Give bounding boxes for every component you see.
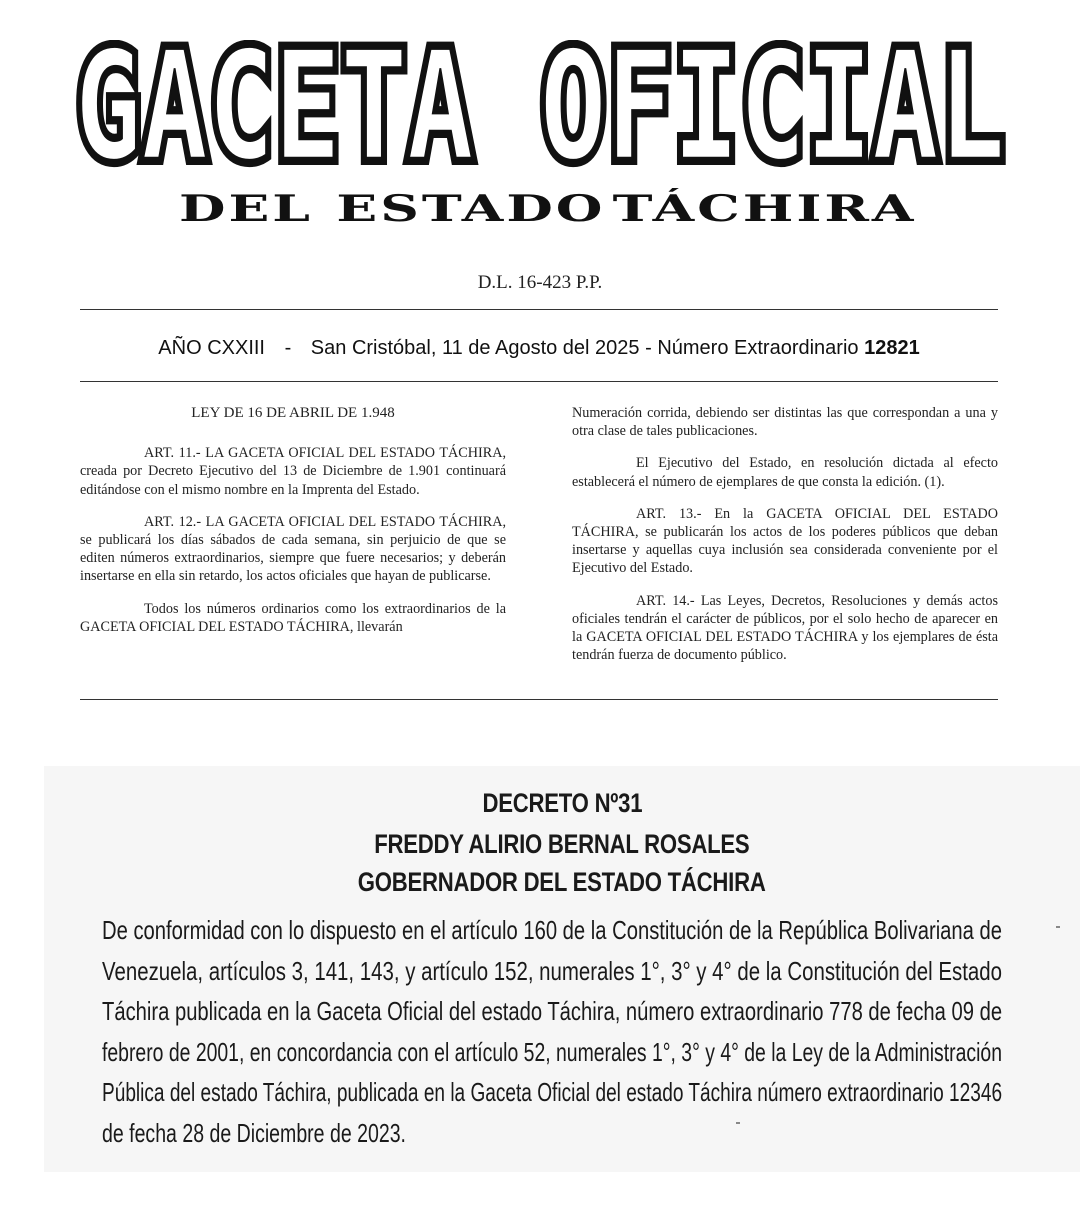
law-column-right xyxy=(572,404,998,678)
subtitle-word-del: DEL xyxy=(179,188,313,230)
law-paragraph: ART. 11.- LA GACETA OFICIAL DEL ESTADO TÁCHIRA, creada por Decreto Ejecutivo del 13 de Diciembre de 1.901 continuará editándose con el mismo nombre en la Imprenta del Estado. xyxy=(80,445,506,498)
decree-body-line: Pública del estado Táchira, publicada en la Gaceta Oficial del estado Táchira número extraordinario 12346 xyxy=(102,1077,1003,1107)
law-paragraph: Numeración corrida, debiendo ser distintas las que correspondan a una y otra clase de tales publicaciones. xyxy=(572,405,998,440)
masthead-title xyxy=(70,40,1010,170)
decree-body-line: Táchira publicada en la Gaceta Oficial del estado Táchira, número extraordinario 778 de fecha 09 de xyxy=(102,996,1003,1026)
law-paragraph: El Ejecutivo del Estado, en resolución dictada al efecto establecerá el número de ejemplares de que consta la edición. (1). xyxy=(572,455,998,490)
decree-body-line: febrero de 2001, en concordancia con el artículo 52, numerales 1°, 3° y 4° de la Ley de la Administración xyxy=(102,1036,1002,1067)
decree-body-line: de fecha 28 de Diciembre de 2023. xyxy=(102,1117,406,1148)
scan-speck xyxy=(736,1122,740,1124)
law-heading: LEY DE 16 DE ABRIL DE 1.948 xyxy=(191,405,395,421)
subtitle-word-tachira: TÁCHIRA xyxy=(612,188,917,230)
law-paragraph: ART. 14.- Las Leyes, Decretos, Resoluciones y demás actos oficiales tendrán el carácter de públicos, por el solo hecho de aparecer en la GACETA OFICIAL DEL ESTADO TÁCHIRA y los ejemplares de ésta tendrán fuerza de documento público. xyxy=(572,592,998,664)
divider-bottom xyxy=(80,699,998,700)
decree-body-line: De conformidad con lo dispuesto en el artículo 160 de la Constitución de la República Bolivariana de xyxy=(102,915,1003,945)
decree-governor-office: GOBERNADOR DEL ESTADO TÁCHIRA xyxy=(358,867,766,897)
decree-scan xyxy=(44,766,1080,1172)
law-paragraph: ART. 13.- En la GACETA OFICIAL DEL ESTADO TÁCHIRA, se publicarán los actos de los poderes públicos que deban insertarse y aquellas cuya inclusión sea considerada conveniente por el Ejecutivo del Estado. xyxy=(572,505,998,577)
issue-place-date: San Cristóbal, 11 de Agosto del 2025 - Número Extraordinario xyxy=(310,337,859,359)
issue-number: 12821 xyxy=(864,337,920,359)
law-paragraph: Todos los números ordinarios como los extraordinarios de la GACETA OFICIAL DEL ESTADO TÁCHIRA, llevarán xyxy=(80,600,506,635)
law-column-left xyxy=(80,404,506,650)
legal-deposit: D.L. 16-423 P.P. xyxy=(477,272,603,293)
divider-top xyxy=(80,309,998,310)
issue-year: AÑO CXXIII xyxy=(158,337,265,359)
masthead-title-inline: GACETA OFICIAL xyxy=(75,40,1005,170)
masthead-subtitle xyxy=(0,188,1080,230)
issue-separator: - xyxy=(284,337,292,359)
subtitle-word-estado: ESTADO xyxy=(335,188,605,230)
law-paragraph: ART. 12.- LA GACETA OFICIAL DEL ESTADO TÁCHIRA, se publicará los días sábados de cada semana, sin perjuicio de que se editen números extraordinarios, siempre que fuere necesarios; y deberán insertarse en ella sin retardo, los actos oficiales que hayan de publicarse. xyxy=(80,513,506,585)
decree-governor-name: FREDDY ALIRIO BERNAL ROSALES xyxy=(374,829,750,859)
masthead-title-text: GACETA OFICIAL xyxy=(75,40,1005,170)
decree-body xyxy=(102,910,1002,1153)
decree-body-line: Venezuela, artículos 3, 141, 143, y artículo 152, numerales 1°, 3° y 4° de la Constitución del Estado xyxy=(102,955,1002,986)
decree-number: DECRETO Nº31 xyxy=(482,788,642,818)
divider-middle xyxy=(80,381,998,382)
issue-line xyxy=(80,337,998,360)
scan-speck xyxy=(1056,926,1060,928)
